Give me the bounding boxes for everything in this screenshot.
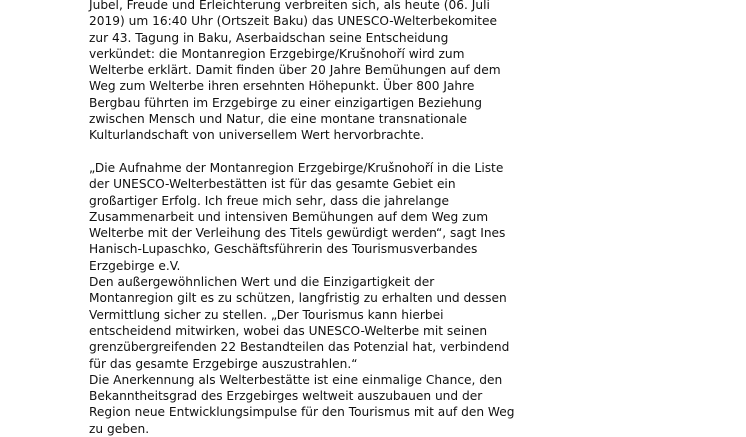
paragraph-gap: [89, 144, 549, 160]
paragraph-value: [89, 274, 549, 372]
text-line: entscheidend mitwirken, wobei das UNESCO-Welterbe mit seinen: [89, 323, 488, 338]
text-line: Bergbau führten im Erzgebirge zu einer einzigartigen Beziehung: [89, 95, 482, 110]
text-line: zu geben.: [89, 421, 150, 436]
text-line: Erzgebirge e.V.: [89, 258, 181, 273]
text-line: Weg zum Welterbe ihren ersehnten Höhepunkt. Über 800 Jahre: [89, 79, 475, 94]
text-line: für das gesamte Erzgebirge auszustrahlen.“: [89, 356, 358, 371]
text-line: der UNESCO-Welterbestätten ist für das gesamte Gebiet ein: [89, 177, 456, 192]
text-line: Montanregion gilt es zu schützen, langfristig zu erhalten und dessen: [89, 291, 507, 306]
document-page: [89, 0, 549, 437]
text-line: Zusammenarbeit und intensiven Bemühungen auf dem Weg zum: [89, 209, 489, 224]
text-line: zwischen Mensch und Natur, die eine montane transnationale: [89, 112, 468, 127]
paragraph-announcement: [89, 0, 549, 144]
text-line: Region neue Entwicklungsimpulse für den Tourismus mit auf den Weg: [89, 405, 515, 420]
text-line: „Die Aufnahme der Montanregion Erzgebirge/Krušnohoří in die Liste: [89, 160, 504, 175]
text-line: zur 43. Tagung in Baku, Aserbaidschan seine Entscheidung: [89, 30, 449, 45]
text-line: Die Anerkennung als Welterbestätte ist eine einmalige Chance, den: [89, 372, 503, 387]
paragraph-recognition: [89, 372, 549, 437]
text-line: Jubel, Freude und Erleichterung verbreiten sich, als heute (06. Juli: [89, 0, 490, 12]
text-line: Kulturlandschaft von universellem Wert hervorbrachte.: [89, 128, 425, 143]
text-line: grenzübergreifenden 22 Bestandteilen das Potenzial hat, verbindend: [89, 340, 510, 355]
text-line: Hanisch-Lupaschko, Geschäftsführerin des Tourismusverbandes: [89, 242, 478, 257]
text-line: Welterbe erklärt. Damit finden über 20 Jahre Bemühungen auf dem: [89, 63, 501, 78]
text-line: Welterbe mit der Verleihung des Titels gewürdigt werden“, sagt Ines: [89, 226, 506, 241]
text-line: Den außergewöhnlichen Wert und die Einzigartigkeit der: [89, 275, 435, 290]
paragraph-quote: [89, 160, 549, 274]
text-line: großartiger Erfolg. Ich freue mich sehr, dass die jahrelange: [89, 193, 450, 208]
text-line: Bekanntheitsgrad des Erzgebirges weltweit auszubauen und der: [89, 389, 483, 404]
text-line: Vermittlung sicher zu stellen. „Der Tourismus kann hierbei: [89, 307, 444, 322]
text-line: verkündet: die Montanregion Erzgebirge/Krušnohoří wird zum: [89, 46, 465, 61]
text-line: 2019) um 16:40 Uhr (Ortszeit Baku) das UNESCO-Welterbekomitee: [89, 14, 498, 29]
